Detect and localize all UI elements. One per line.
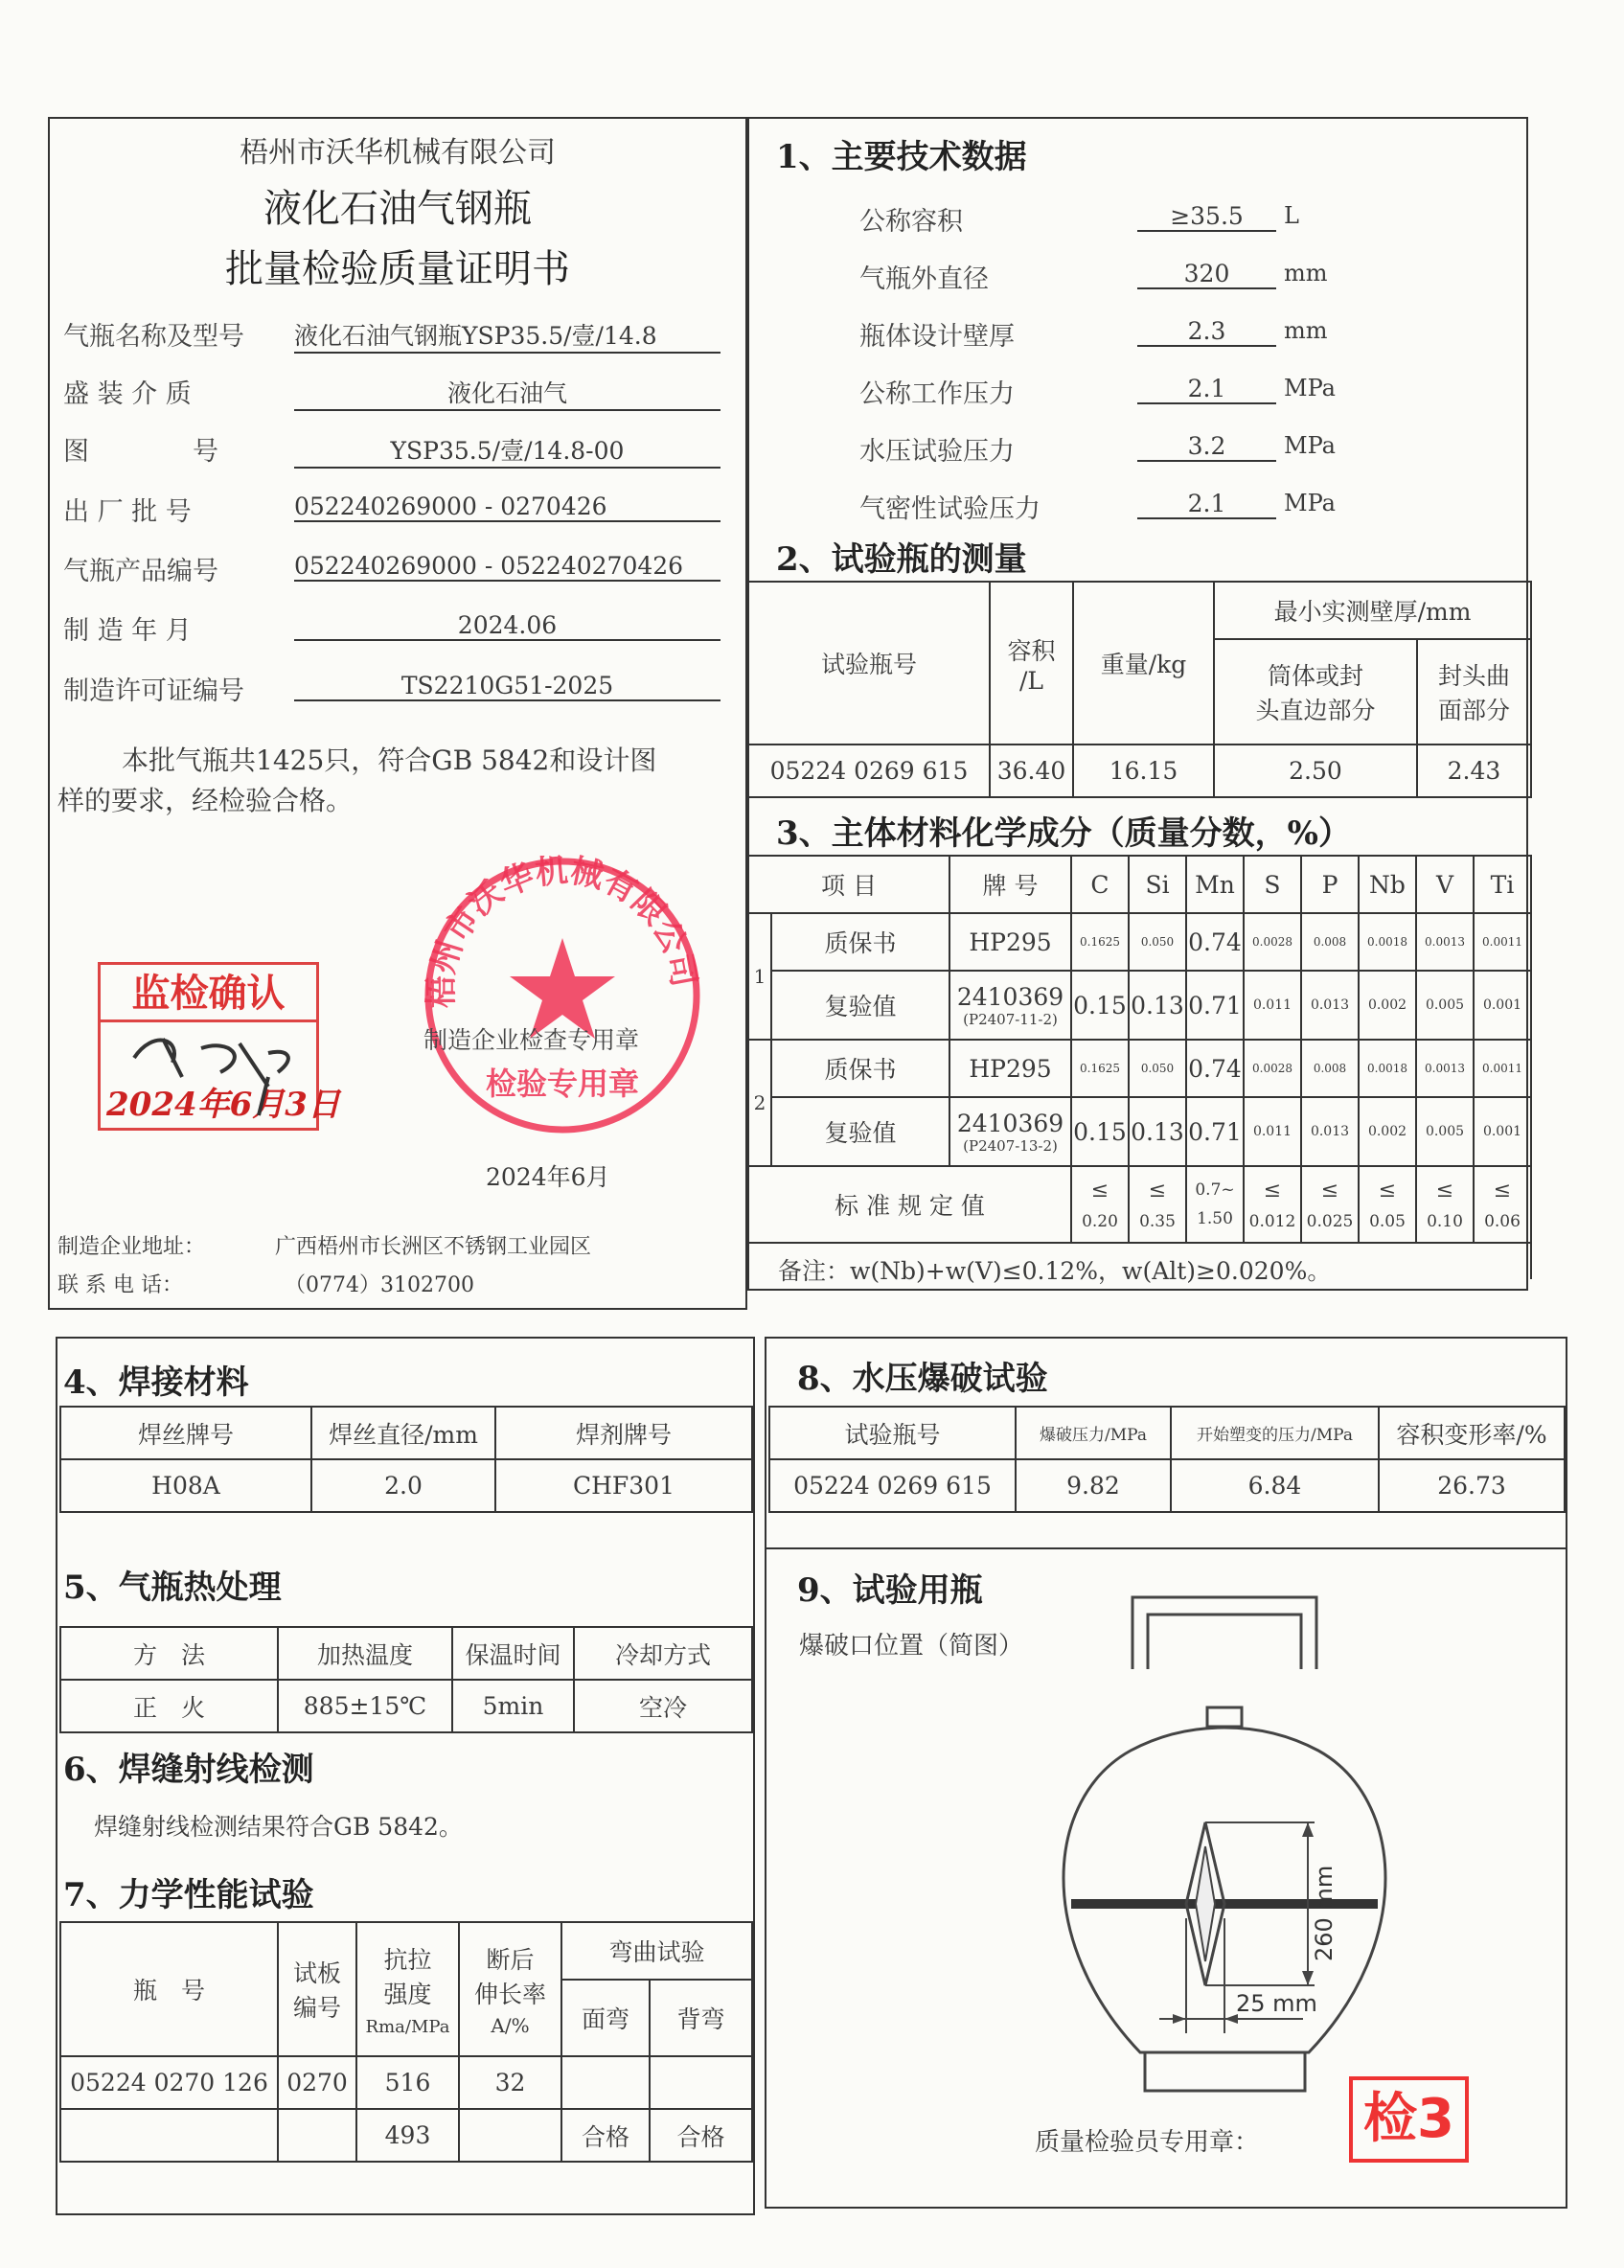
standard-op: 0.7~	[1195, 1180, 1235, 1200]
burst-location-caption: 爆破口位置（简图）	[799, 1632, 1024, 1661]
header-method: 方 法	[60, 1627, 278, 1680]
header-volume: 容积 /L	[990, 582, 1073, 745]
cell-value: 0.0013	[1416, 913, 1474, 971]
standard-limit: 0.012	[1248, 1211, 1296, 1231]
header-bend-test: 弯曲试验	[561, 1922, 752, 1980]
stamp-confirm-text: 监检确认	[101, 967, 316, 1022]
header-element: Nb	[1359, 856, 1416, 913]
standard-op: ≤	[1263, 1178, 1282, 1203]
header-bottle-no: 试验瓶号	[748, 582, 990, 745]
standard-value	[1474, 1166, 1531, 1243]
statement-line-2: 样的要求，经检验合格。	[57, 785, 354, 816]
test-bottle-measurement-table	[747, 581, 1532, 798]
cell-tensile-2: 493	[356, 2109, 459, 2162]
cell-value: 0.74	[1186, 1040, 1244, 1097]
cell-value: 0.0011	[1474, 1040, 1531, 1097]
tech-label: 瓶体设计壁厚	[859, 322, 1015, 352]
tech-value: 2.1	[1137, 375, 1276, 404]
standard-limit: 0.20	[1082, 1211, 1118, 1231]
standard-value	[1071, 1166, 1129, 1243]
header-bottle-no: 试验瓶号	[769, 1407, 1016, 1459]
cell-flux-grade: CHF301	[495, 1459, 752, 1512]
standard-op: ≤	[1378, 1178, 1397, 1203]
field-label: 制造许可证编号	[63, 676, 244, 706]
header-element: Mn	[1186, 856, 1244, 913]
cell-empty	[278, 2109, 356, 2162]
inspector-stamp	[1349, 2076, 1469, 2163]
header-min-thickness: 最小实测壁厚/mm	[1214, 582, 1531, 639]
cell-volume: 36.40	[990, 745, 1073, 797]
field-value: YSP35.5/壹/14.8-00	[294, 432, 721, 469]
cell-value: 0.002	[1359, 971, 1416, 1040]
section-4-heading: 4、焊接材料	[63, 1363, 249, 1402]
cell-body-thickness: 2.50	[1214, 745, 1417, 797]
header-back-bend: 背弯	[650, 1980, 752, 2056]
grade-number: 2410369	[956, 982, 1064, 1011]
cell-value: 0.0028	[1244, 913, 1301, 971]
header-volume-deformation: 容积变形率/%	[1379, 1407, 1565, 1459]
tech-value: 3.2	[1137, 432, 1276, 462]
cell-back-bend: 合格	[650, 2109, 752, 2162]
section-1-heading: 1、主要技术数据	[776, 138, 1027, 176]
cell-cooling-method: 空冷	[574, 1680, 752, 1732]
section-3-heading: 3、主体材料化学成分（质量分数，%）	[776, 814, 1351, 853]
field-label: 气瓶产品编号	[63, 557, 218, 586]
tech-label: 水压试验压力	[859, 437, 1015, 467]
tech-unit: mm	[1284, 260, 1328, 286]
tech-label: 公称工作压力	[859, 379, 1015, 409]
tech-label: 气密性试验压力	[859, 494, 1041, 524]
tech-value: 2.3	[1137, 317, 1276, 347]
cell-value: 0.008	[1301, 1040, 1359, 1097]
address-value: 广西梧州市长洲区不锈钢工业园区	[275, 1235, 592, 1259]
field-value: 052240269000 - 0270426	[294, 493, 721, 522]
field-value: TS2210G51-2025	[294, 672, 721, 701]
row-label: 质保书	[771, 913, 949, 971]
cell-value: 0.050	[1129, 913, 1186, 971]
section-7-heading: 7、力学性能试验	[63, 1876, 314, 1914]
header-elongation: 断后 伸长率 A/%	[459, 1922, 561, 2056]
cell-value: 0.0018	[1359, 913, 1416, 971]
cell-grade: HP295	[949, 913, 1071, 971]
header-grade: 牌 号	[949, 856, 1071, 913]
tech-value: ≥35.5	[1137, 202, 1276, 232]
cell-volume-deformation: 26.73	[1379, 1459, 1565, 1512]
standard-limit: 0.10	[1427, 1211, 1463, 1231]
document-title-2: 批量检验质量证明书	[225, 247, 570, 291]
company-seal	[414, 847, 711, 1144]
header-element: C	[1071, 856, 1129, 913]
standard-limit: 0.05	[1369, 1211, 1406, 1231]
cell-weight: 16.15	[1073, 745, 1214, 797]
cell-method: 正 火	[60, 1680, 278, 1732]
cell-value: 0.15	[1071, 971, 1129, 1040]
signature	[125, 1019, 307, 1125]
cell-value: 0.1625	[1071, 913, 1129, 971]
standard-op: ≤	[1435, 1178, 1454, 1203]
header-head-part: 封头曲 面部分	[1417, 639, 1531, 745]
address-label: 制造企业地址：	[57, 1235, 206, 1259]
inspector-stamp-label: 质量检验员专用章：	[1035, 2128, 1260, 2157]
field-value: 液化石油气钢瓶YSP35.5/壹/14.8	[294, 317, 721, 354]
field-label: 制 造 年 月	[63, 616, 192, 646]
cell-bottle: 05224 0269 615	[769, 1459, 1016, 1512]
tech-unit: mm	[1284, 317, 1328, 344]
stamp-date-text: 2024年6月3日	[106, 1086, 340, 1124]
welding-material-table	[59, 1406, 753, 1513]
header-face-bend: 面弯	[561, 1980, 650, 2056]
dim-width-label: 25 mm	[1236, 1990, 1317, 2017]
tech-label: 气瓶外直径	[859, 264, 989, 294]
header-cooling-method: 冷却方式	[574, 1627, 752, 1680]
tech-unit: MPa	[1284, 375, 1336, 401]
cell-value: 0.002	[1359, 1097, 1416, 1166]
group-number: 1	[748, 913, 771, 1040]
cell-heating-temp: 885±15℃	[278, 1680, 452, 1732]
standard-op: ≤	[1320, 1178, 1339, 1203]
cell-value: 0.0018	[1359, 1040, 1416, 1097]
standard-limit: 0.06	[1484, 1211, 1521, 1231]
field-value: 052240269000 - 052240270426	[294, 552, 721, 582]
header-wire-diameter: 焊丝直径/mm	[311, 1407, 495, 1459]
field-label: 盛 装 介 质	[63, 379, 192, 409]
section-2-heading: 2、试验瓶的测量	[776, 540, 1027, 579]
chemical-composition-table	[747, 855, 1532, 1279]
header-body-part: 筒体或封 头直边部分	[1214, 639, 1417, 745]
cell-grade	[949, 971, 1071, 1040]
standard-value	[1416, 1166, 1474, 1243]
document-title-1: 液化石油气钢瓶	[263, 187, 532, 231]
cell-bottle: 05224 0270 126	[60, 2056, 278, 2109]
group-number: 2	[748, 1040, 771, 1166]
tech-unit: MPa	[1284, 490, 1336, 516]
inspector-stamp-text: 检3	[1363, 2088, 1454, 2150]
header-burst-pressure: 爆破压力/MPa	[1016, 1407, 1171, 1459]
row-label: 复验值	[771, 1097, 949, 1166]
tech-label: 公称容积	[859, 207, 963, 237]
seal-date: 2024年6月	[486, 1163, 610, 1191]
cell-face-bend-empty	[561, 2056, 650, 2109]
cell-head-thickness: 2.43	[1417, 745, 1531, 797]
cell-face-bend: 合格	[561, 2109, 650, 2162]
radiography-result: 焊缝射线检测结果符合GB 5842。	[94, 1813, 463, 1841]
standard-value	[1186, 1166, 1244, 1243]
cell-value: 0.005	[1416, 971, 1474, 1040]
header-element: Si	[1129, 856, 1186, 913]
cell-grade: HP295	[949, 1040, 1071, 1097]
header-element: Ti	[1474, 856, 1531, 913]
cell-value: 0.0011	[1474, 913, 1531, 971]
header-yield-pressure: 开始塑变的压力/MPa	[1171, 1407, 1379, 1459]
cell-back-bend-empty	[650, 2056, 752, 2109]
sections-8-9-panel	[765, 1337, 1567, 2209]
cell-value: 0.013	[1301, 971, 1359, 1040]
dim-height-label: 260 mm	[1311, 1865, 1338, 1961]
cell-value: 0.71	[1186, 971, 1244, 1040]
section-5-heading: 5、气瓶热处理	[63, 1569, 282, 1607]
cell-empty	[459, 2109, 561, 2162]
cell-value: 0.15	[1071, 1097, 1129, 1166]
tech-unit: MPa	[1284, 432, 1336, 459]
cell-empty	[60, 2109, 278, 2162]
divider	[766, 1547, 1566, 1549]
sections-4-7-panel	[56, 1337, 755, 2215]
heat-treatment-table	[59, 1626, 753, 1733]
field-label: 出 厂 批 号	[63, 497, 192, 527]
header-wire-grade: 焊丝牌号	[60, 1407, 311, 1459]
standard-limit: 0.35	[1139, 1211, 1176, 1231]
tech-value: 320	[1137, 260, 1276, 289]
row-label: 复验值	[771, 971, 949, 1040]
cell-value: 0.050	[1129, 1040, 1186, 1097]
cell-value: 0.1625	[1071, 1040, 1129, 1097]
header-element: V	[1416, 856, 1474, 913]
field-label: 图 号	[63, 437, 218, 467]
cell-burst-pressure: 9.82	[1016, 1459, 1171, 1512]
section-9-heading: 9、试验用瓶	[797, 1571, 983, 1610]
header-element: S	[1244, 856, 1301, 913]
seal-bottom-text: 检验专用章	[485, 1065, 640, 1102]
cell-bottle: 05224 0269 615	[748, 745, 990, 797]
standard-value	[1359, 1166, 1416, 1243]
phone-label: 联 系 电 话：	[57, 1273, 183, 1297]
cell-value: 0.74	[1186, 913, 1244, 971]
row-label: 质保书	[771, 1040, 949, 1097]
certificate-header-panel	[48, 117, 747, 1310]
grade-ref: (P2407-11-2)	[963, 1010, 1058, 1028]
standard-op: ≤	[1090, 1178, 1109, 1203]
seal-center-text: 制造企业检查专用章	[423, 1026, 640, 1054]
standard-value	[1129, 1166, 1186, 1243]
cell-value: 0.001	[1474, 1097, 1531, 1166]
phone-value: （0774）3102700	[285, 1273, 474, 1297]
cell-value: 0.011	[1244, 971, 1301, 1040]
standard-value	[1244, 1166, 1301, 1243]
chemical-note: 备注：w(Nb)+w(V)≤0.12%，w(Alt)≥0.020%。	[778, 1257, 1332, 1285]
cell-value: 0.011	[1244, 1097, 1301, 1166]
cell-holding-time: 5min	[452, 1680, 574, 1732]
header-bottle-no: 瓶 号	[60, 1922, 278, 2056]
cell-value: 0.13	[1129, 971, 1186, 1040]
standard-label: 标 准 规 定 值	[748, 1166, 1071, 1243]
standard-limit: 1.50	[1197, 1209, 1233, 1228]
cell-grade	[949, 1097, 1071, 1166]
cell-wire-grade: H08A	[60, 1459, 311, 1512]
cell-value: 0.005	[1416, 1097, 1474, 1166]
header-heating-temp: 加热温度	[278, 1627, 452, 1680]
seal-company-text: 梧州市沃华机械有限公司	[422, 851, 703, 1009]
cell-value: 0.13	[1129, 1097, 1186, 1166]
field-value: 液化石油气	[294, 375, 721, 411]
header-holding-time: 保温时间	[452, 1627, 574, 1680]
cell-value: 0.0028	[1244, 1040, 1301, 1097]
grade-ref: (P2407-13-2)	[963, 1136, 1058, 1155]
cell-tensile: 516	[356, 2056, 459, 2109]
header-plate-no: 试板 编号	[278, 1922, 356, 2056]
cell-plate: 0270	[278, 2056, 356, 2109]
cell-elongation: 32	[459, 2056, 561, 2109]
section-8-heading: 8、水压爆破试验	[797, 1360, 1048, 1398]
standard-limit: 0.025	[1306, 1211, 1354, 1231]
header-flux-grade: 焊剂牌号	[495, 1407, 752, 1459]
header-weight: 重量/kg	[1073, 582, 1214, 745]
standard-op: ≤	[1493, 1178, 1512, 1203]
statement-line-1: 本批气瓶共1425只，符合GB 5842和设计图	[122, 745, 657, 776]
cylinder-sketch	[1054, 1578, 1456, 2124]
grade-number: 2410369	[956, 1109, 1064, 1137]
standard-op: ≤	[1148, 1178, 1167, 1203]
mechanical-test-table	[59, 1921, 753, 2163]
tech-unit: L	[1284, 202, 1299, 229]
standard-value	[1301, 1166, 1359, 1243]
header-item: 项 目	[748, 856, 949, 913]
cell-value: 0.71	[1186, 1097, 1244, 1166]
cell-yield-pressure: 6.84	[1171, 1459, 1379, 1512]
cell-value: 0.008	[1301, 913, 1359, 971]
cell-wire-diameter: 2.0	[311, 1459, 495, 1512]
sections-1-3-panel	[747, 117, 1528, 1291]
cell-value: 0.013	[1301, 1097, 1359, 1166]
header-tensile: 抗拉 强度 Rma/MPa	[356, 1922, 459, 2056]
section-6-heading: 6、焊缝射线检测	[63, 1751, 314, 1789]
field-value: 2024.06	[294, 611, 721, 641]
cell-value: 0.0013	[1416, 1040, 1474, 1097]
header-element: P	[1301, 856, 1359, 913]
field-label: 气瓶名称及型号	[63, 322, 244, 352]
cell-value: 0.001	[1474, 971, 1531, 1040]
company-name: 梧州市沃华机械有限公司	[240, 136, 556, 170]
tech-value: 2.1	[1137, 490, 1276, 519]
burst-test-table	[768, 1406, 1566, 1513]
